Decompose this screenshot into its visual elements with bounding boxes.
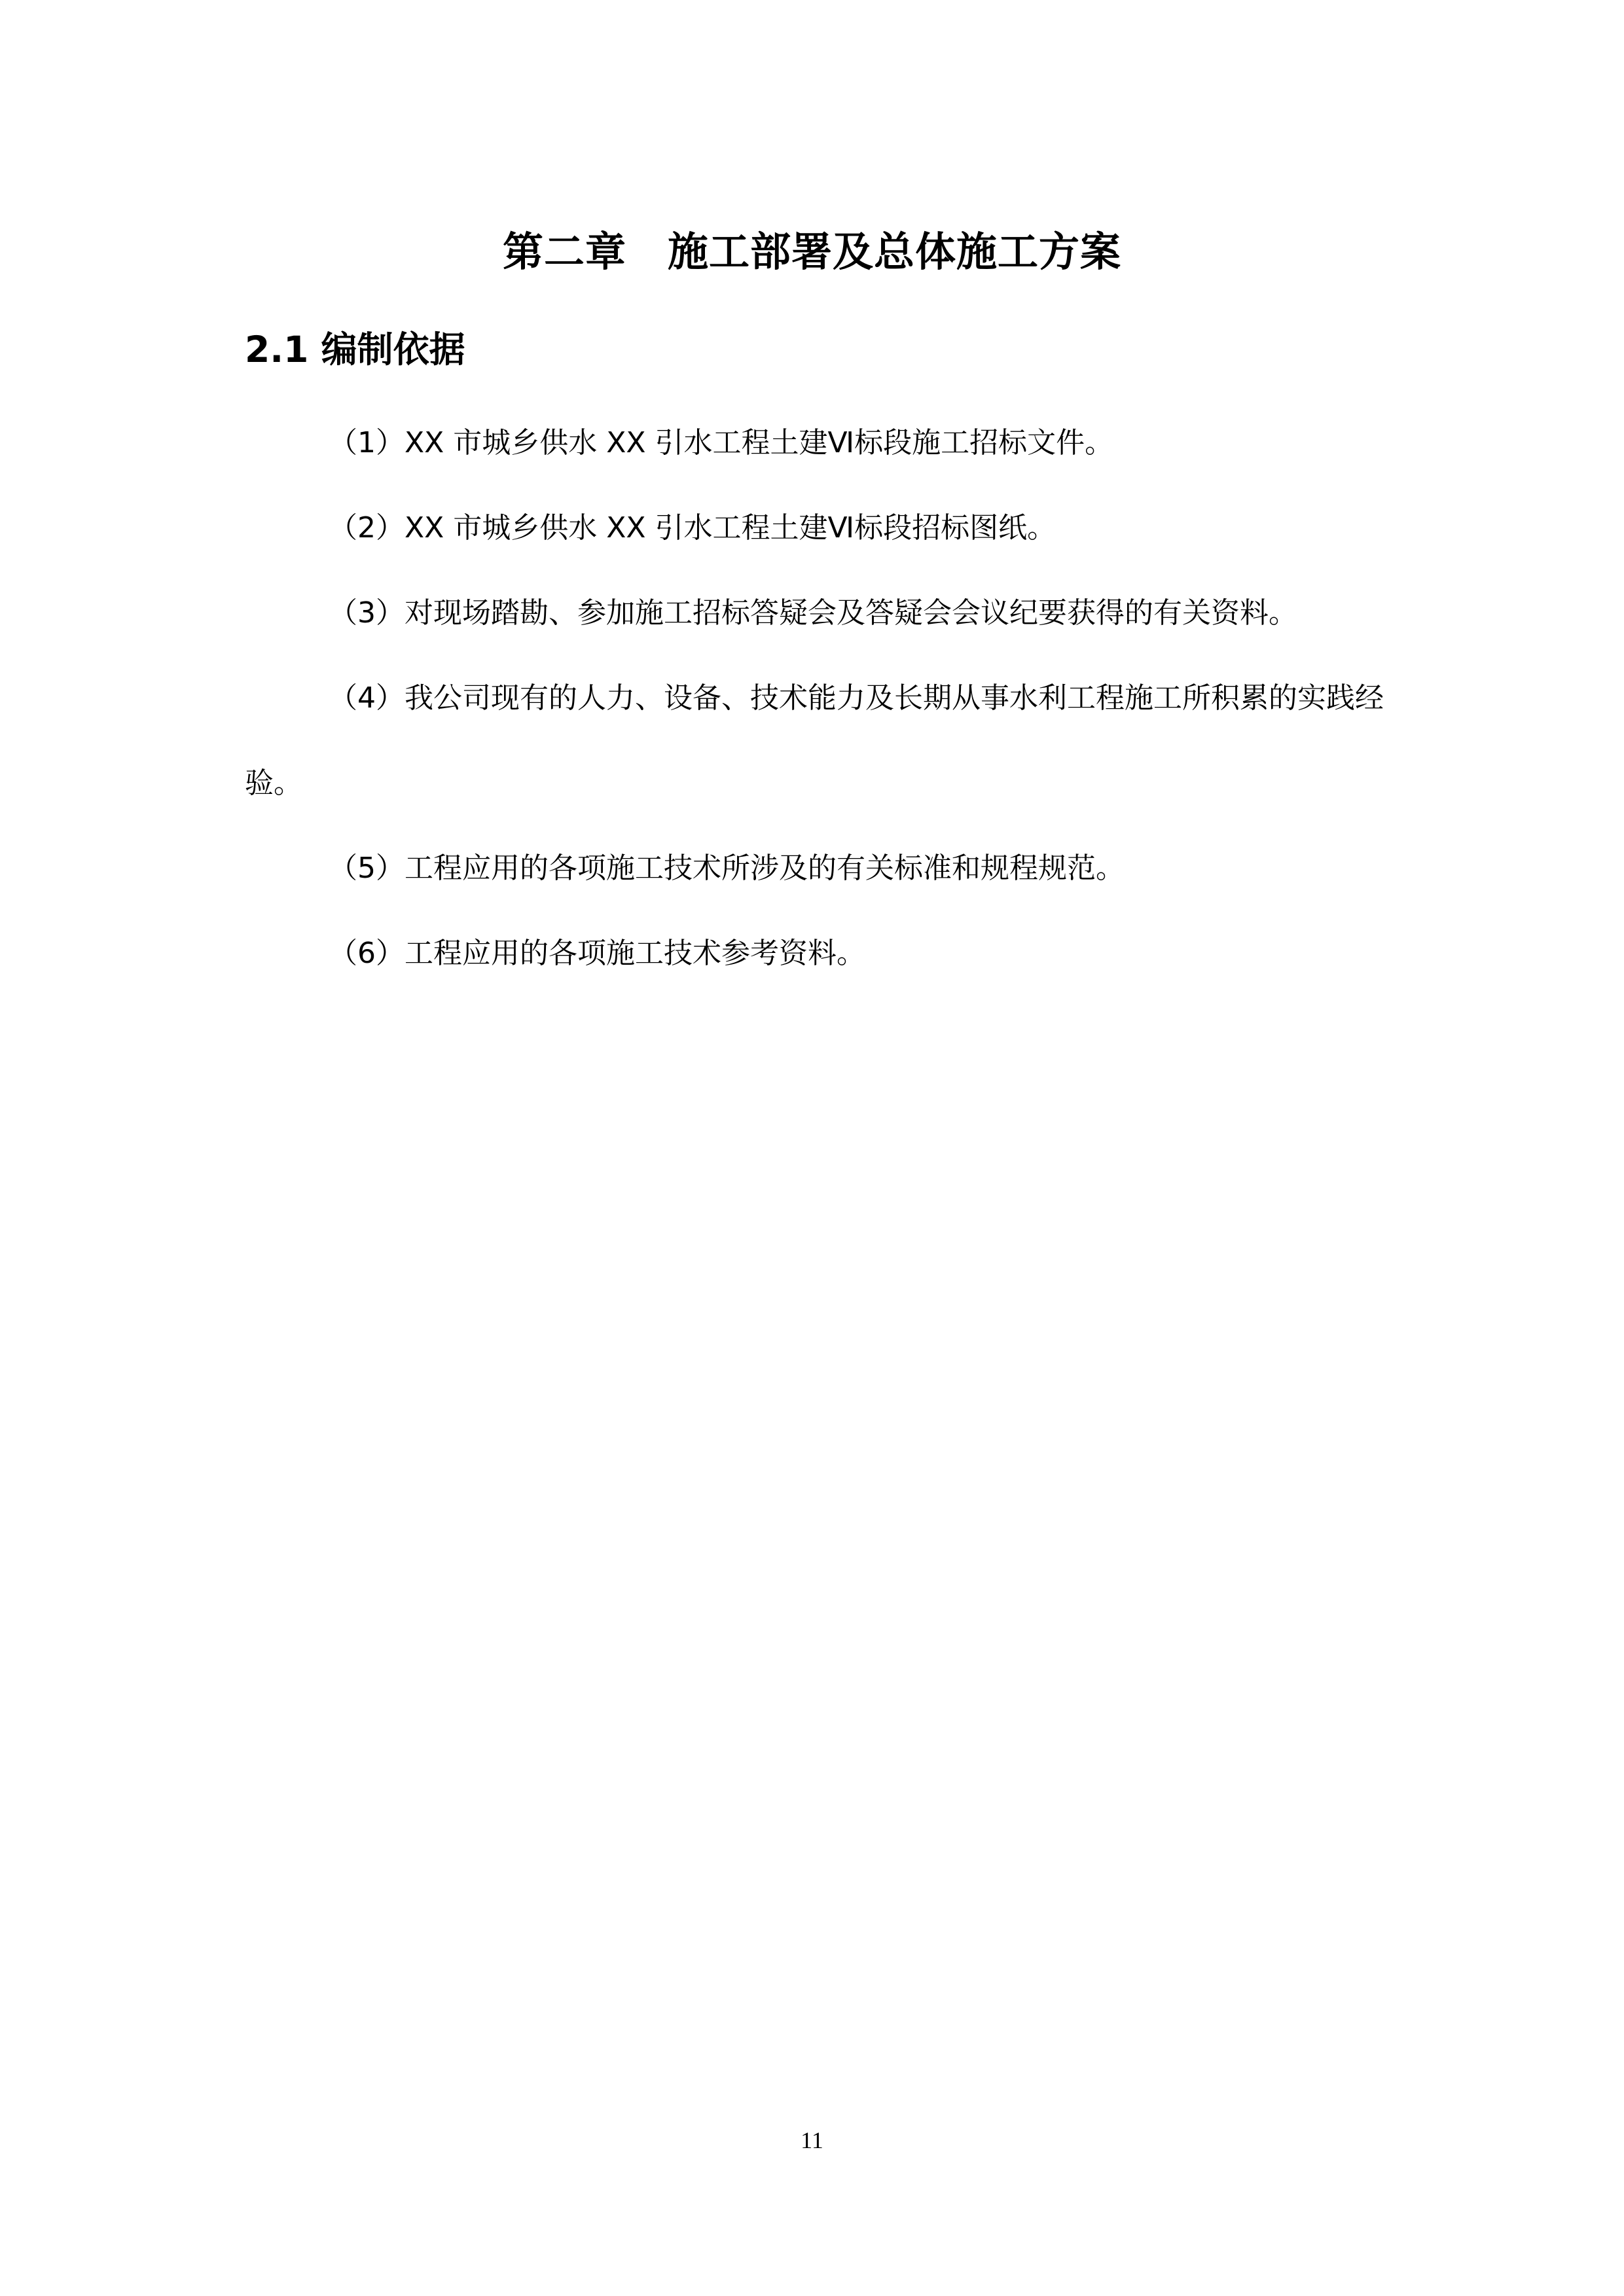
paragraph-1: （1）XX 市城乡供水 XX 引水工程土建Ⅵ标段施工招标文件。 xyxy=(329,426,1114,459)
chapter-title: 第二章 施工部署及总体施工方案 xyxy=(502,228,1121,276)
paragraph-3: （3）对现场踏勘、参加施工招标答疑会及答疑会会议纪要获得的有关资料。 xyxy=(329,596,1297,630)
paragraph-6: （6）工程应用的各项施工技术参考资料。 xyxy=(329,937,865,970)
section-heading: 2.1 编制依据 xyxy=(245,329,465,370)
paragraph-5: （5）工程应用的各项施工技术所涉及的有关标准和规程规范。 xyxy=(329,852,1125,885)
page-number: 11 xyxy=(801,2127,823,2153)
paragraph-4: （4）我公司现有的人力、设备、技术能力及长期从事水利工程施工所积累的实践经验。 xyxy=(245,681,1384,800)
paragraph-2: （2）XX 市城乡供水 XX 引水工程土建Ⅵ标段招标图纸。 xyxy=(329,511,1056,545)
